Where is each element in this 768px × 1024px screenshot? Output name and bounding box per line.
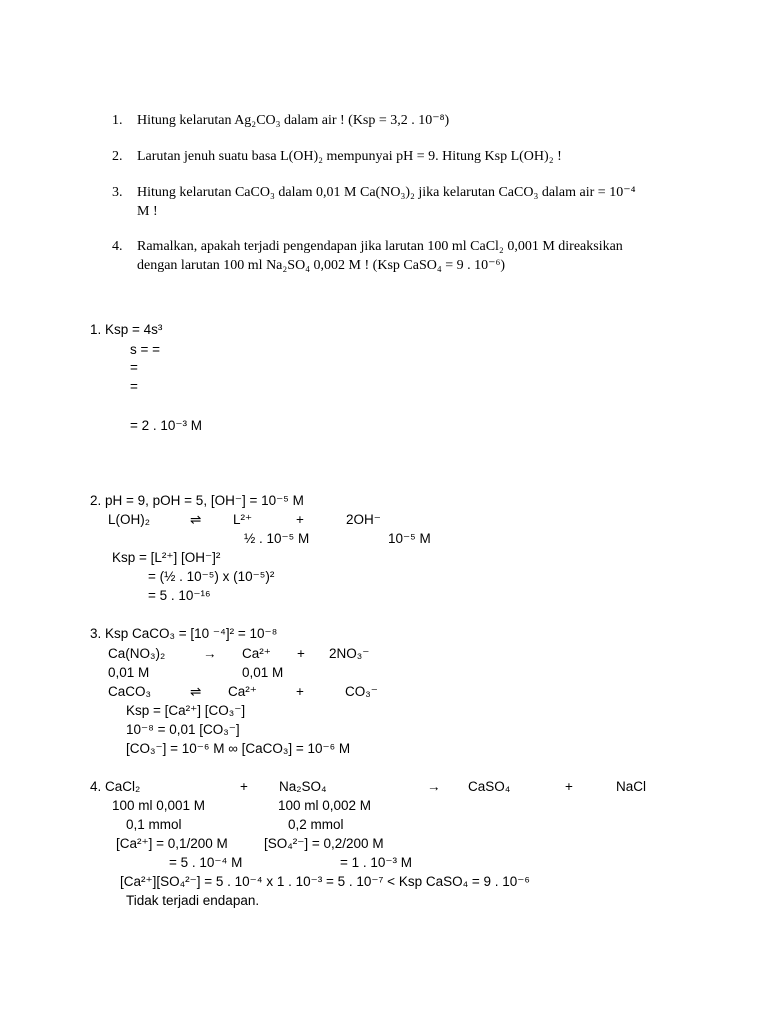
equation-term: Na₂SO₄	[279, 779, 327, 794]
equation-term: CO₃⁻	[345, 684, 378, 699]
answer-line: =	[130, 360, 138, 375]
equation-term: Ca²⁺	[228, 684, 257, 699]
answer-line: = 2 . 10⁻³ M	[130, 418, 203, 433]
equilibrium-arrow: ⇌	[190, 512, 202, 527]
equation-term: 4. CaCl₂	[90, 779, 141, 794]
question-number: 3.	[112, 185, 123, 200]
question-text: Hitung kelarutan CaCO₃ dalam 0,01 M Ca(NO₃)₂ jika kelarutan CaCO₃ dalam air = 10⁻⁴	[137, 185, 636, 200]
equation-term: Ca(NO₃)₂	[108, 646, 166, 661]
answer-line: 2. pH = 9, pOH = 5, [OH⁻] = 10⁻⁵ M	[90, 493, 304, 508]
ion-product: [Ca²⁺][SO₄²⁻] = 5 . 10⁻⁴ x 1 . 10⁻³ = 5 . 10⁻⁷ < Ksp CaSO₄ = 9 . 10⁻⁶	[120, 874, 530, 889]
answer-line: 3. Ksp CaCO₃ = [10 ⁻⁴]² = 10⁻⁸	[90, 626, 278, 641]
reaction-arrow: →	[203, 646, 217, 661]
concentration: 0,01 M	[108, 665, 150, 680]
answer-line: 10⁻⁸ = 0,01 [CO₃⁻]	[126, 722, 240, 737]
concentration: = 1 . 10⁻³ M	[340, 855, 413, 870]
equation-plus: +	[296, 512, 304, 527]
question-text: Larutan jenuh suatu basa L(OH)₂ mempunyai pH = 9. Hitung Ksp L(OH)₂ !	[137, 149, 562, 164]
conclusion: Tidak terjadi endapan.	[126, 893, 260, 908]
question-text: Ramalkan, apakah terjadi pengendapan jika larutan 100 ml CaCl₂ 0,001 M direaksikan	[137, 239, 623, 254]
answer-line: Ksp = [L²⁺] [OH⁻]²	[112, 550, 221, 565]
volume: 100 ml 0,002 M	[278, 798, 372, 813]
equation-plus: +	[240, 779, 248, 794]
equation-term: L²⁺	[233, 512, 253, 527]
equation-term: NaCl	[616, 779, 647, 794]
equation-plus: +	[296, 684, 304, 699]
equation-term: 2NO₃⁻	[329, 646, 370, 661]
answer-line: s = =	[130, 342, 161, 357]
equation-term: L(OH)₂	[108, 512, 150, 527]
concentration: [Ca²⁺] = 0,1/200 M	[116, 836, 228, 851]
question-number: 4.	[112, 239, 123, 254]
answer-line: Ksp = [Ca²⁺] [CO₃⁻]	[126, 703, 246, 718]
reaction-arrow: →	[427, 779, 441, 794]
equation-plus: +	[565, 779, 573, 794]
equation-plus: +	[297, 646, 305, 661]
equilibrium-arrow: ⇌	[190, 684, 202, 699]
equation-term: Ca²⁺	[242, 646, 271, 661]
mmol: 0,1 mmol	[126, 817, 182, 832]
volume: 100 ml 0,001 M	[112, 798, 206, 813]
equation-term: 2OH⁻	[346, 512, 381, 527]
answer-line: [CO₃⁻] = 10⁻⁶ M ∞ [CaCO₃] = 10⁻⁶ M	[126, 741, 351, 756]
question-number: 1.	[112, 113, 123, 128]
answer-line: = 5 . 10⁻¹⁶	[148, 588, 211, 603]
equation-term: CaCO₃	[108, 684, 152, 699]
concentration: 0,01 M	[242, 665, 284, 680]
question-number: 2.	[112, 149, 123, 164]
question-text: Hitung kelarutan Ag₂CO₃ dalam air ! (Ksp = 3,2 . 10⁻⁸)	[137, 113, 450, 128]
question-text-cont: dengan larutan 100 ml Na₂SO₄ 0,002 M ! (Ksp CaSO₄ = 9 . 10⁻⁶)	[137, 258, 506, 273]
concentration: = 5 . 10⁻⁴ M	[169, 855, 243, 870]
mmol: 0,2 mmol	[288, 817, 344, 832]
answer-line: = (½ . 10⁻⁵) x (10⁻⁵)²	[148, 569, 275, 584]
answer-line: =	[130, 379, 138, 394]
concentration: [SO₄²⁻] = 0,2/200 M	[264, 836, 384, 851]
answer-line: 1. Ksp = 4s³	[90, 322, 163, 337]
concentration: 10⁻⁵ M	[388, 531, 431, 546]
question-text-cont: M !	[137, 204, 158, 219]
concentration: ½ . 10⁻⁵ M	[244, 531, 310, 546]
equation-term: CaSO₄	[468, 779, 511, 794]
